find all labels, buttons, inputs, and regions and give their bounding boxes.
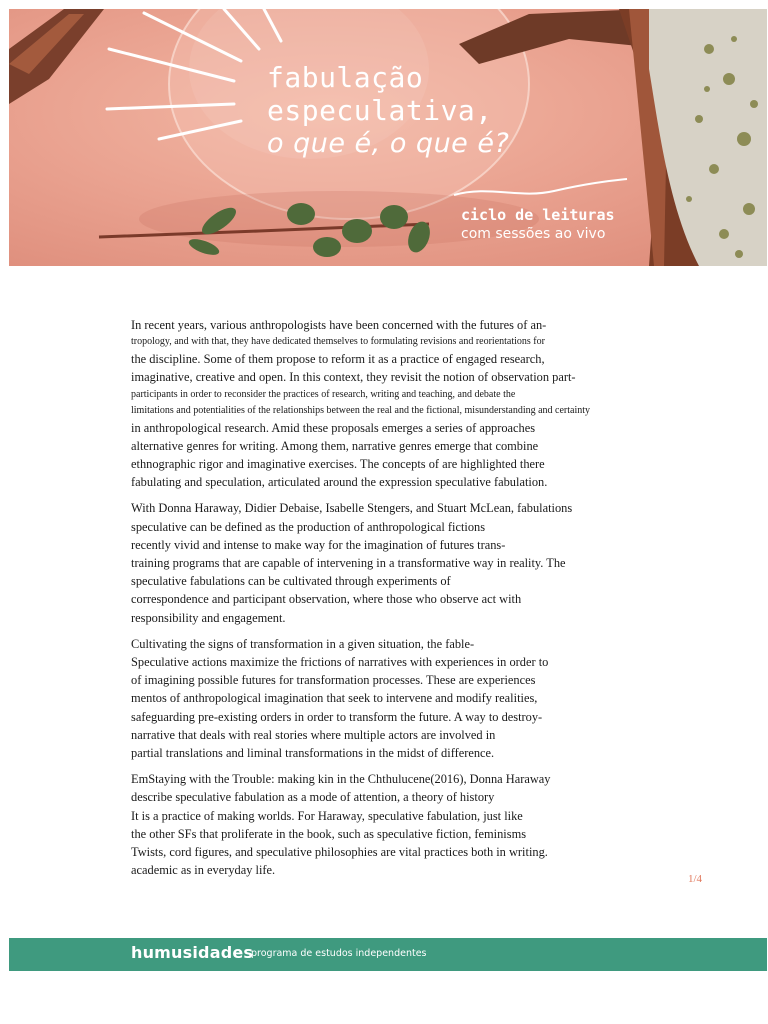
text-line: Twists, cord figures, and speculative philosophies are vital practices both in writing. <box>131 845 548 860</box>
text-line: participants in order to reconsider the practices of research, writing and teaching, and debate the <box>131 388 516 400</box>
text-line: training programs that are capable of intervening in a transformative way in reality. The <box>131 556 566 571</box>
banner-title <box>267 61 509 160</box>
text-line: With Donna Haraway, Didier Debaise, Isabelle Stengers, and Stuart McLean, fabulations <box>131 501 573 516</box>
text-line: EmStaying with the Trouble: making kin in the Chthulucene(2016), Donna Haraway <box>131 772 551 787</box>
footer-bar <box>9 938 767 971</box>
text-line: In recent years, various anthropologists have been concerned with the futures of an- <box>131 318 547 332</box>
text-line: fabulating and speculation, articulated around the expression speculative fabulation. <box>131 475 548 490</box>
text-line: the other SFs that proliferate in the book, such as speculative fiction, feminisms <box>131 826 527 841</box>
text-line: describe speculative fabulation as a mode of attention, a theory of history <box>131 790 495 805</box>
text-line: speculative can be defined as the production of anthropological fictions <box>131 519 486 534</box>
text-line: safeguarding pre-existing orders in order to transform the future. A way to destroy- <box>131 709 543 724</box>
footer-tagline: programa de estudos independentes <box>251 948 427 959</box>
text-line: responsibility and engagement. <box>131 610 286 625</box>
paragraph <box>131 316 601 491</box>
text-line: the discipline. Some of them propose to reform it as a practice of engaged research, <box>131 352 545 367</box>
subtitle-line-1: ciclo de leituras <box>461 206 615 224</box>
title-line-2: especulativa, <box>267 94 493 127</box>
text-line: limitations and potentialities of the relationships between the real and the fictional, misunderstanding and certainty <box>131 404 591 416</box>
text-line: It is a practice of making worlds. For Haraway, speculative fabulation, just like <box>131 808 523 823</box>
text-line: narrative that deals with real stories where multiple actors are involved in <box>131 727 496 742</box>
text-line: ethnographic rigor and imaginative exercises. The concepts of are highlighted there <box>131 457 545 472</box>
text-line: imaginative, creative and open. In this context, they revisit the notion of observation part- <box>131 370 576 385</box>
text-line: speculative fabulations can be cultivated through experiments of <box>131 574 451 589</box>
text-line: of imagining possible futures for transformation processes. These are experiences <box>131 673 536 688</box>
text-line: correspondence and participant observation, where those who observe act with <box>131 592 522 607</box>
text-line: in anthropological research. Amid these proposals emerges a series of approaches <box>131 420 536 435</box>
text-line: Speculative actions maximize the frictions of narratives with experiences in order to <box>131 655 549 670</box>
paragraph <box>131 635 601 762</box>
page-number: 1/4 <box>688 873 703 885</box>
text-line: partial translations and liminal transformations in the midst of difference. <box>131 746 495 761</box>
body-text <box>131 316 601 887</box>
paragraph <box>131 499 601 626</box>
wavy-line-decoration <box>454 179 627 195</box>
text-line: academic as in everyday life. <box>131 863 276 878</box>
text-line: mentos of anthropological imagination that seek to intervene and modify realities, <box>131 691 538 706</box>
paragraph <box>131 770 601 879</box>
text-line: Cultivating the signs of transformation in a given situation, the fable- <box>131 636 475 651</box>
title-line-3: o que é, o que é? <box>267 128 510 159</box>
title-line-1: fabulação <box>267 61 424 94</box>
header-banner <box>9 9 767 266</box>
banner-subtitle <box>461 205 615 244</box>
text-line: tropology, and with that, they have dedicated themselves to formulating revisions and reorientations for <box>131 336 545 348</box>
text-line: recently vivid and intense to make way for the imagination of futures trans- <box>131 537 506 552</box>
footer-brand: humusidades <box>131 943 254 962</box>
text-line: alternative genres for writing. Among them, narrative genres emerge that combine <box>131 438 539 453</box>
subtitle-line-2: com sessões ao vivo <box>461 226 606 242</box>
